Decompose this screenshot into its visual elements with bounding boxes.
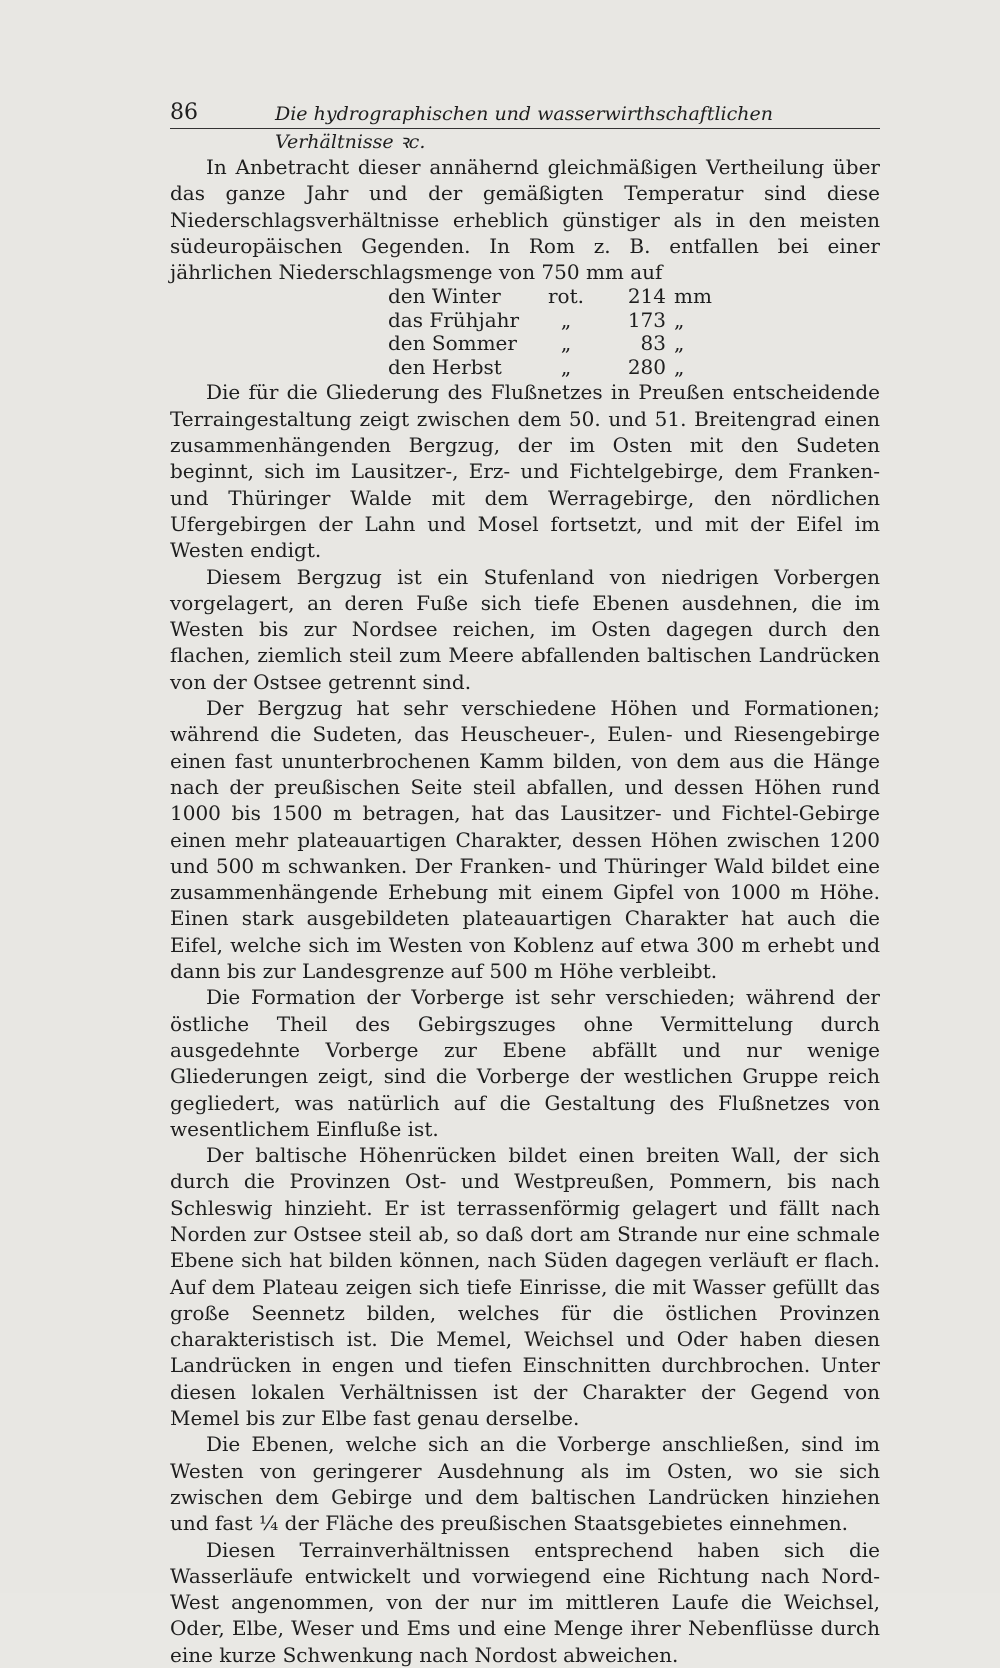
season-label: das Frühjahr: [388, 307, 520, 332]
precipitation-table: [388, 285, 714, 379]
approx-marker: „: [560, 354, 572, 379]
precip-value: 214: [627, 284, 666, 309]
paragraph-stufenland: Diesem Bergzug ist ein Stufenland von niedrigen Vorbergen vorgelagert, an deren Fuße sich tiefe Ebenen ausdehnen, die im Westen bis zur Nordsee reichen, im Osten dagegen durch den flachen, ziemlich steil zum Meere abfallenden baltischen Landrücken von der Ostsee getrennt sind.: [170, 564, 880, 694]
precip-unit: „: [674, 354, 685, 379]
paragraph-ebenen: Die Ebenen, welche sich an die Vorberge anschließen, sind im Westen von geringerer Ausdehnung als im Osten, wo sie sich zwischen dem Gebirge und dem baltischen Landrücken hinziehen und fast ¼ der Fläche des preußischen Staatsgebietes einnehmen.: [170, 1432, 880, 1536]
table-row: [388, 332, 714, 356]
page-header: [170, 98, 880, 153]
paragraph-terrain: Die für die Gliederung des Flußnetzes in Preußen entscheidende Terraingestaltung zeigt zwischen dem 50. und 51. Breitengrad einen zusammenhängenden Bergzug, der im Osten mit den Sudeten beginnt, sich im Lausitzer-, Erz- und Fichtelgebirge, dem Franken- und Thüringer Walde mit dem Werragebirge, den nördlichen Ufergebirgen der Lahn und Mosel fortsetzt, und mit der Eifel im Westen endigt.: [170, 380, 880, 563]
approx-marker: „: [560, 331, 572, 356]
precip-value: 280: [627, 354, 666, 379]
precip-value: 173: [627, 307, 666, 332]
paragraph-vorberge: Die Formation der Vorberge ist sehr verschieden; während der östliche Theil des Gebirgszuges ohne Vermittelung durch ausgedehnte Vorberge zur Ebene abfällt und nur wenige Gliederungen zeigt, sind die Vorberge der westlichen Gruppe reich gegliedert, was natürlich auf die Gestaltung des Flußnetzes von wesentlichem Einfluße ist.: [170, 985, 880, 1141]
precip-unit: mm: [674, 284, 712, 309]
approx-marker: rot.: [548, 284, 584, 309]
precip-unit: „: [674, 307, 685, 332]
paragraph-hoehenruecken: Der baltische Höhenrücken bildet einen breiten Wall, der sich durch die Provinzen Ost- und Westpreußen, Pommern, bis nach Schleswig hinzieht. Er ist terrassenförmig gelagert und fällt nach Norden zur Ostsee steil ab, so daß dort am Strande nur eine schmale Ebene sich hat bilden können, nach Süden dagegen verläuft er flach. Auf dem Plateau zeigen sich tiefe Einrisse, die mit Wasser gefüllt das große Seennetz bilden, welches für die östlichen Provinzen charakteristisch ist. Die Memel, Weichsel und Oder haben diesen Landrücken in engen und tiefen Einschnitten durchbrochen. Unter diesen lokalen Verhältnissen ist der Charakter der Gegend von Memel bis zur Elbe fast genau derselbe.: [170, 1143, 880, 1431]
running-title: Die hydrographischen und wasserwirthschaftlichen Verhältnisse ꝛc.: [275, 103, 773, 153]
page-number: 86: [170, 100, 198, 125]
table-row: [388, 309, 714, 333]
body-text: [170, 154, 880, 1668]
paragraph-bergzug: Der Bergzug hat sehr verschiedene Höhen und Formationen; während die Sudeten, das Heuscheuer-, Eulen- und Riesengebirge einen fast ununterbrochenen Kamm bilden, von dem aus die Hänge nach der preußischen Seite steil abfallen, und dessen Höhen rund 1000 bis 1500 m betragen, hat das Lausitzer- und Fichtel-Gebirge einen mehr plateauartigen Charakter, dessen Höhen zwischen 1200 und 500 m schwanken. Der Franken- und Thüringer Wald bildet eine zusammenhängende Erhebung mit einem Gipfel von 1000 m Höhe. Einen stark ausgebildeten plateauartigen Charakter hat auch die Eifel, welche sich im Westen von Koblenz auf etwa 300 m erhebt und dann bis zur Landesgrenze auf 500 m Höhe verbleibt.: [170, 696, 880, 984]
approx-marker: „: [560, 307, 572, 332]
paragraph-wasserlaeufe: Diesen Terrainverhältnissen entsprechend haben sich die Wasserläufe entwickelt und vorwiegend eine Richtung nach Nord-West angenommen, von der nur im mittleren Laufe die Weichsel, Oder, Elbe, Weser und Ems und eine Menge ihrer Nebenflüsse durch eine kurze Schwenkung nach Nordost abweichen.: [170, 1537, 880, 1667]
season-label: den Sommer: [388, 331, 517, 356]
intro-paragraph: In Anbetracht dieser annähernd gleichmäßigen Vertheilung über das ganze Jahr und der gemäßigten Temperatur sind diese Niederschlagsverhältnisse erheblich günstiger als in den meisten südeuropäischen Gegenden. In Rom z. B. entfallen bei einer jährlichen Niederschlagsmenge von 750 mm auf: [170, 155, 880, 285]
table-row: [388, 356, 714, 380]
season-label: den Winter: [388, 284, 501, 309]
table-row: [388, 285, 714, 309]
precip-value: 83: [640, 331, 666, 356]
season-label: den Herbst: [388, 354, 502, 379]
precip-unit: „: [674, 331, 685, 356]
